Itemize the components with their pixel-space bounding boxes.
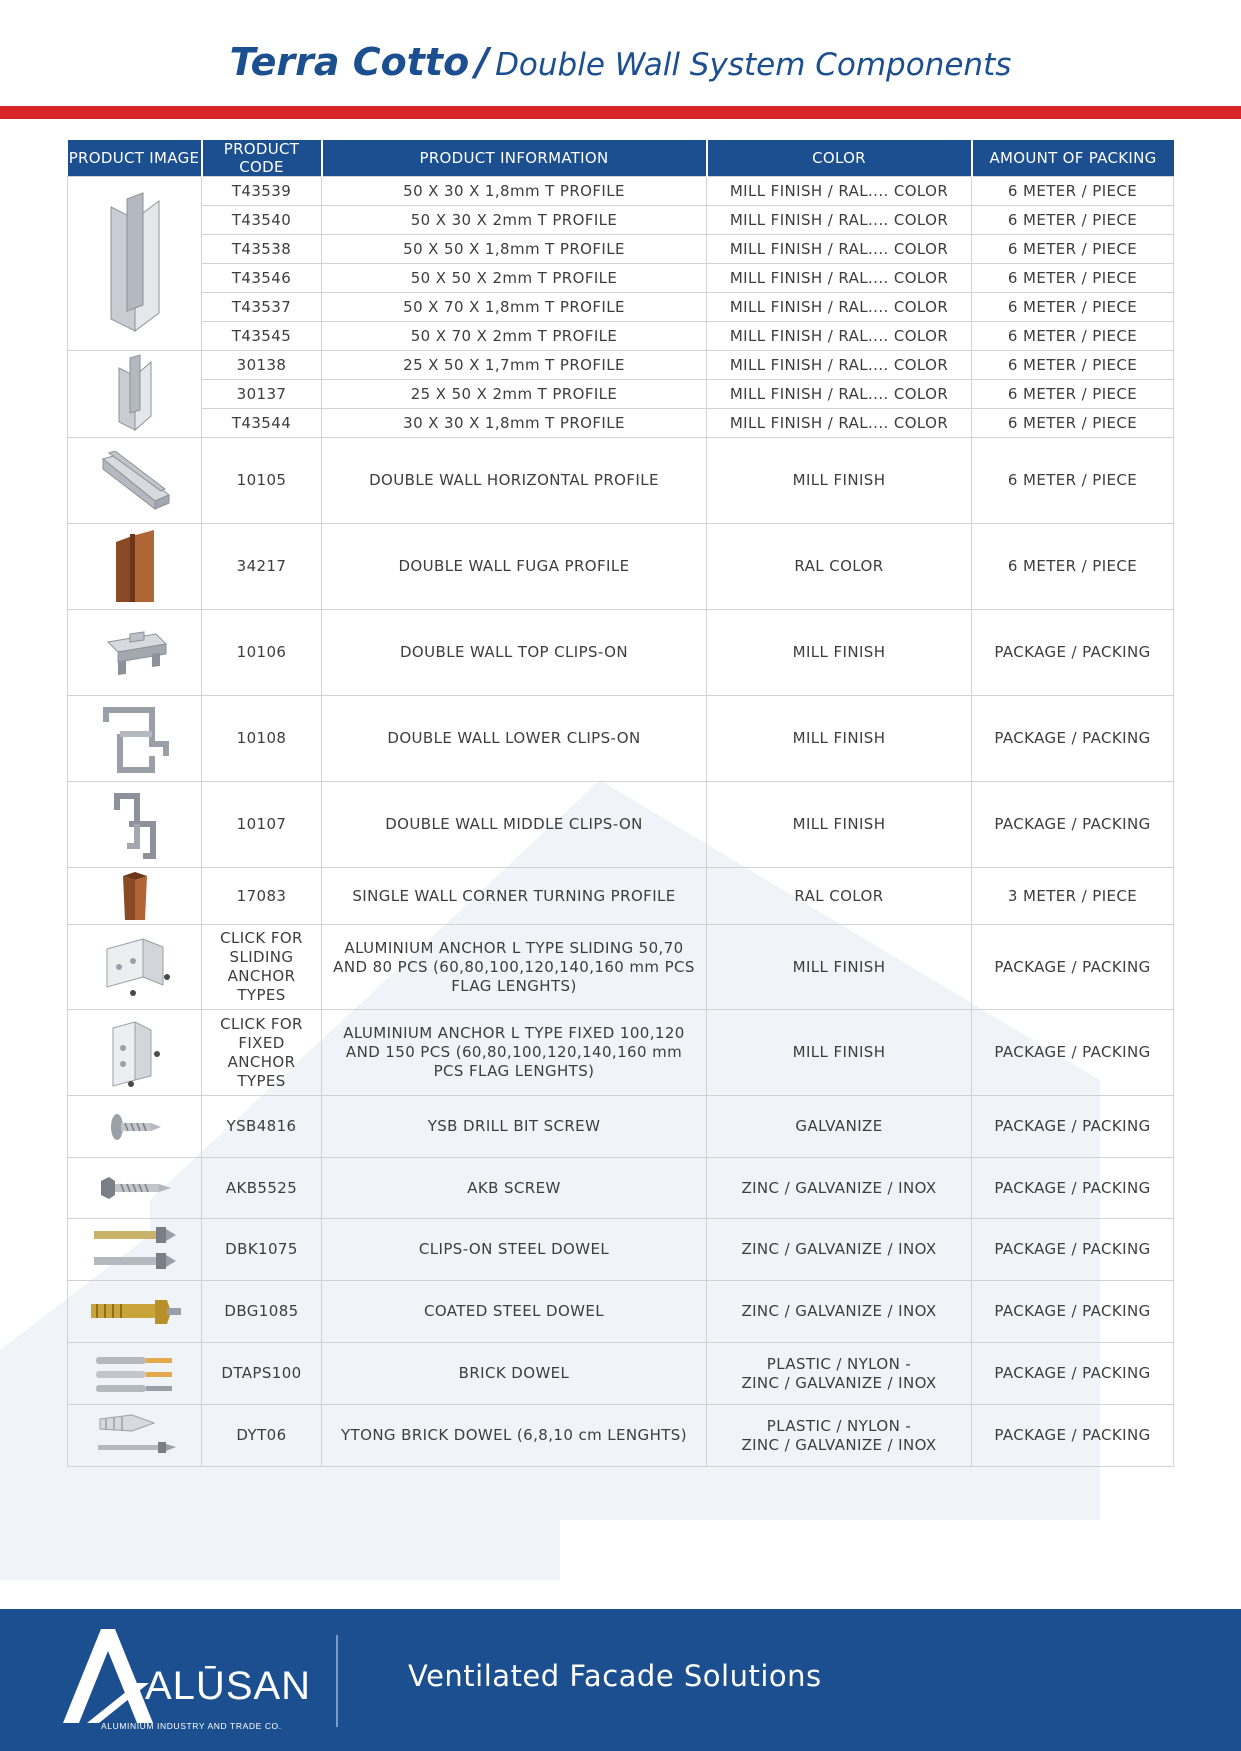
lower-clip-icon (96, 704, 174, 774)
middle-clip-icon (107, 790, 163, 860)
page-header (0, 0, 1241, 105)
product-info: YSB DRILL BIT SCREW (322, 1096, 707, 1158)
table-row (68, 264, 1174, 293)
product-image-cell (68, 696, 202, 782)
product-color: MILL FINISH / RAL.... COLOR (707, 264, 972, 293)
table-header-row (68, 140, 1174, 177)
product-code: 10108 (202, 696, 322, 782)
product-info: AKB SCREW (322, 1158, 707, 1219)
footer-divider (336, 1635, 338, 1727)
product-packing: PACKAGE / PACKING (972, 1405, 1174, 1467)
column-header: PRODUCT CODE (202, 140, 322, 177)
product-packing: PACKAGE / PACKING (972, 1096, 1174, 1158)
anchor-link[interactable] (202, 1010, 322, 1096)
product-packing: PACKAGE / PACKING (972, 1281, 1174, 1343)
page-footer (0, 1609, 1241, 1751)
coated-dowel-icon (87, 1294, 183, 1330)
product-packing: 6 METER / PIECE (972, 293, 1174, 322)
product-color: MILL FINISH (707, 782, 972, 868)
product-info: DOUBLE WALL MIDDLE CLIPS-ON (322, 782, 707, 868)
product-color: RAL COLOR (707, 868, 972, 925)
table-row (68, 322, 1174, 351)
info-line: AND 150 PCS (60,80,100,120,140,160 mm (345, 1043, 683, 1061)
product-info (322, 925, 707, 1010)
product-packing: 6 METER / PIECE (972, 438, 1174, 524)
product-color: MILL FINISH / RAL.... COLOR (707, 322, 972, 351)
product-packing: 6 METER / PIECE (972, 409, 1174, 438)
product-image-cell (68, 1343, 202, 1405)
product-info: 50 X 70 X 1,8mm T PROFILE (322, 293, 707, 322)
product-image-cell (68, 1010, 202, 1096)
product-info: DOUBLE WALL TOP CLIPS-ON (322, 610, 707, 696)
product-info: 50 X 30 X 2mm T PROFILE (322, 206, 707, 235)
product-packing: PACKAGE / PACKING (972, 1158, 1174, 1219)
product-packing: PACKAGE / PACKING (972, 610, 1174, 696)
table-row (68, 610, 1174, 696)
product-packing: 6 METER / PIECE (972, 524, 1174, 610)
product-color: MILL FINISH / RAL.... COLOR (707, 293, 972, 322)
table-row (68, 1096, 1174, 1158)
table-row (68, 380, 1174, 409)
alusan-logo (57, 1623, 317, 1735)
table-row (68, 293, 1174, 322)
product-packing: 6 METER / PIECE (972, 177, 1174, 206)
product-image-cell (68, 438, 202, 524)
product-color: GALVANIZE (707, 1096, 972, 1158)
color-line: PLASTIC / NYLON - (766, 1416, 912, 1435)
product-code: DTAPS100 (202, 1343, 322, 1405)
product-code: T43544 (202, 409, 322, 438)
product-code: DYT06 (202, 1405, 322, 1467)
product-image-cell (68, 524, 202, 610)
table-row (68, 1219, 1174, 1281)
anchor-link[interactable] (202, 925, 322, 1010)
small-t-profile-icon (115, 354, 155, 434)
product-info: SINGLE WALL CORNER TURNING PROFILE (322, 868, 707, 925)
product-packing: 6 METER / PIECE (972, 264, 1174, 293)
product-packing: 6 METER / PIECE (972, 206, 1174, 235)
product-color (707, 1405, 972, 1467)
product-color: MILL FINISH / RAL.... COLOR (707, 409, 972, 438)
product-info: DOUBLE WALL LOWER CLIPS-ON (322, 696, 707, 782)
info-line: ALUMINIUM ANCHOR L TYPE FIXED 100,120 (343, 1024, 685, 1042)
column-header: COLOR (707, 140, 972, 177)
product-image-cell (68, 1281, 202, 1343)
product-color: MILL FINISH (707, 438, 972, 524)
product-code: T43540 (202, 206, 322, 235)
table-row (68, 524, 1174, 610)
product-code: T43545 (202, 322, 322, 351)
product-info: COATED STEEL DOWEL (322, 1281, 707, 1343)
product-color: ZINC / GALVANIZE / INOX (707, 1219, 972, 1281)
product-info: BRICK DOWEL (322, 1343, 707, 1405)
table-row (68, 1281, 1174, 1343)
product-packing: PACKAGE / PACKING (972, 696, 1174, 782)
table-row (68, 409, 1174, 438)
info-line: ALUMINIUM ANCHOR L TYPE SLIDING 50,70 (344, 938, 684, 957)
product-image-cell (68, 868, 202, 925)
top-clip-icon (100, 628, 170, 678)
table-row (68, 696, 1174, 782)
table-row (68, 1158, 1174, 1219)
info-line: PCS FLAG LENGHTS) (433, 1062, 595, 1080)
product-color: ZINC / GALVANIZE / INOX (707, 1281, 972, 1343)
horizontal-profile-icon (95, 451, 175, 511)
code-line[interactable]: CLICK FOR (220, 1014, 303, 1033)
product-color: MILL FINISH (707, 925, 972, 1010)
product-packing: 3 METER / PIECE (972, 868, 1174, 925)
product-info: 25 X 50 X 1,7mm T PROFILE (322, 351, 707, 380)
column-header: PRODUCT INFORMATION (322, 140, 707, 177)
ytong-dowel-icon (92, 1411, 178, 1461)
product-info: YTONG BRICK DOWEL (6,8,10 cm LENGHTS) (322, 1405, 707, 1467)
logo-brand-text: ALŪSAN (145, 1664, 312, 1708)
product-code: T43538 (202, 235, 322, 264)
page-title (0, 40, 1241, 84)
product-packing: PACKAGE / PACKING (972, 1010, 1174, 1096)
product-packing: 6 METER / PIECE (972, 322, 1174, 351)
code-line[interactable]: FIXED (238, 1033, 285, 1052)
product-code: AKB5525 (202, 1158, 322, 1219)
color-line: ZINC / GALVANIZE / INOX (741, 1435, 937, 1454)
footer-tagline: Ventilated Facade Solutions (408, 1659, 822, 1693)
product-code: 34217 (202, 524, 322, 610)
info-line: FLAG LENGHTS) (451, 976, 577, 995)
product-code: DBK1075 (202, 1219, 322, 1281)
color-line: PLASTIC / NYLON - (766, 1354, 912, 1373)
product-info: DOUBLE WALL HORIZONTAL PROFILE (322, 438, 707, 524)
product-info: 50 X 50 X 1,8mm T PROFILE (322, 235, 707, 264)
code-line[interactable]: SLIDING (229, 948, 294, 966)
product-info: DOUBLE WALL FUGA PROFILE (322, 524, 707, 610)
red-divider-bar (0, 106, 1241, 119)
table-row (68, 235, 1174, 264)
product-code: T43537 (202, 293, 322, 322)
product-color: MILL FINISH / RAL.... COLOR (707, 177, 972, 206)
product-info: CLIPS-ON STEEL DOWEL (322, 1219, 707, 1281)
products-table (67, 140, 1174, 1467)
code-line[interactable]: ANCHOR TYPES (227, 1052, 296, 1090)
product-info: 30 X 30 X 1,8mm T PROFILE (322, 409, 707, 438)
table-row (68, 1010, 1174, 1096)
steel-dowel-icon (90, 1223, 180, 1277)
color-line: ZINC / GALVANIZE / INOX (741, 1373, 937, 1392)
product-code: 30138 (202, 351, 322, 380)
product-code: T43546 (202, 264, 322, 293)
product-info: 50 X 50 X 2mm T PROFILE (322, 264, 707, 293)
fuga-profile-icon (110, 530, 160, 604)
info-line: AND 80 PCS (60,80,100,120,140,160 mm PCS (333, 957, 695, 976)
title-subtitle: Double Wall System Components (495, 47, 1012, 83)
column-header: AMOUNT OF PACKING (972, 140, 1174, 177)
product-color: RAL COLOR (707, 524, 972, 610)
table-row (68, 1405, 1174, 1467)
table-row (68, 438, 1174, 524)
product-image-cell (68, 782, 202, 868)
product-color: MILL FINISH (707, 696, 972, 782)
product-packing: PACKAGE / PACKING (972, 782, 1174, 868)
product-color: MILL FINISH / RAL.... COLOR (707, 380, 972, 409)
product-info: 50 X 30 X 1,8mm T PROFILE (322, 177, 707, 206)
product-code: 10107 (202, 782, 322, 868)
product-code: 10105 (202, 438, 322, 524)
product-image-cell (68, 925, 202, 1010)
product-code: 17083 (202, 868, 322, 925)
product-image-cell (68, 610, 202, 696)
product-code: 10106 (202, 610, 322, 696)
product-image-cell (68, 1096, 202, 1158)
product-code: 30137 (202, 380, 322, 409)
brick-dowel-icon (92, 1351, 178, 1397)
product-packing: 6 METER / PIECE (972, 380, 1174, 409)
product-info: 25 X 50 X 2mm T PROFILE (322, 380, 707, 409)
product-code: DBG1085 (202, 1281, 322, 1343)
product-packing: PACKAGE / PACKING (972, 925, 1174, 1010)
product-code: T43539 (202, 177, 322, 206)
table-row (68, 782, 1174, 868)
table-row (68, 206, 1174, 235)
table-row (68, 868, 1174, 925)
product-packing: 6 METER / PIECE (972, 235, 1174, 264)
product-color: MILL FINISH (707, 610, 972, 696)
product-image-cell (68, 1405, 202, 1467)
logo-subtitle-text: ALUMINIUM INDUSTRY AND TRADE CO. (101, 1721, 282, 1731)
sliding-anchor-icon (97, 935, 173, 999)
product-packing: 6 METER / PIECE (972, 351, 1174, 380)
product-color: MILL FINISH / RAL.... COLOR (707, 206, 972, 235)
product-color: MILL FINISH / RAL.... COLOR (707, 235, 972, 264)
title-main: Terra Cotto (229, 40, 470, 84)
column-header: PRODUCT IMAGE (68, 140, 202, 177)
product-packing: PACKAGE / PACKING (972, 1219, 1174, 1281)
corner-profile-icon (115, 870, 155, 922)
product-image-cell (68, 177, 202, 351)
fixed-anchor-icon (105, 1018, 165, 1088)
product-image-cell (68, 1219, 202, 1281)
title-separator: / (475, 40, 490, 84)
code-line[interactable]: ANCHOR TYPES (227, 967, 296, 1004)
table-row (68, 351, 1174, 380)
product-code: YSB4816 (202, 1096, 322, 1158)
table-row (68, 925, 1174, 1010)
product-info: 50 X 70 X 2mm T PROFILE (322, 322, 707, 351)
product-image-cell (68, 351, 202, 438)
product-color (707, 1343, 972, 1405)
t-profile-icon (105, 189, 165, 339)
code-line[interactable]: CLICK FOR (220, 929, 303, 947)
product-color: MILL FINISH / RAL.... COLOR (707, 351, 972, 380)
table-row (68, 177, 1174, 206)
drill-screw-icon (107, 1107, 163, 1147)
product-color: ZINC / GALVANIZE / INOX (707, 1158, 972, 1219)
product-info (322, 1010, 707, 1096)
product-packing: PACKAGE / PACKING (972, 1343, 1174, 1405)
product-image-cell (68, 1158, 202, 1219)
product-color: MILL FINISH (707, 1010, 972, 1096)
hex-screw-icon (97, 1173, 173, 1203)
table-row (68, 1343, 1174, 1405)
